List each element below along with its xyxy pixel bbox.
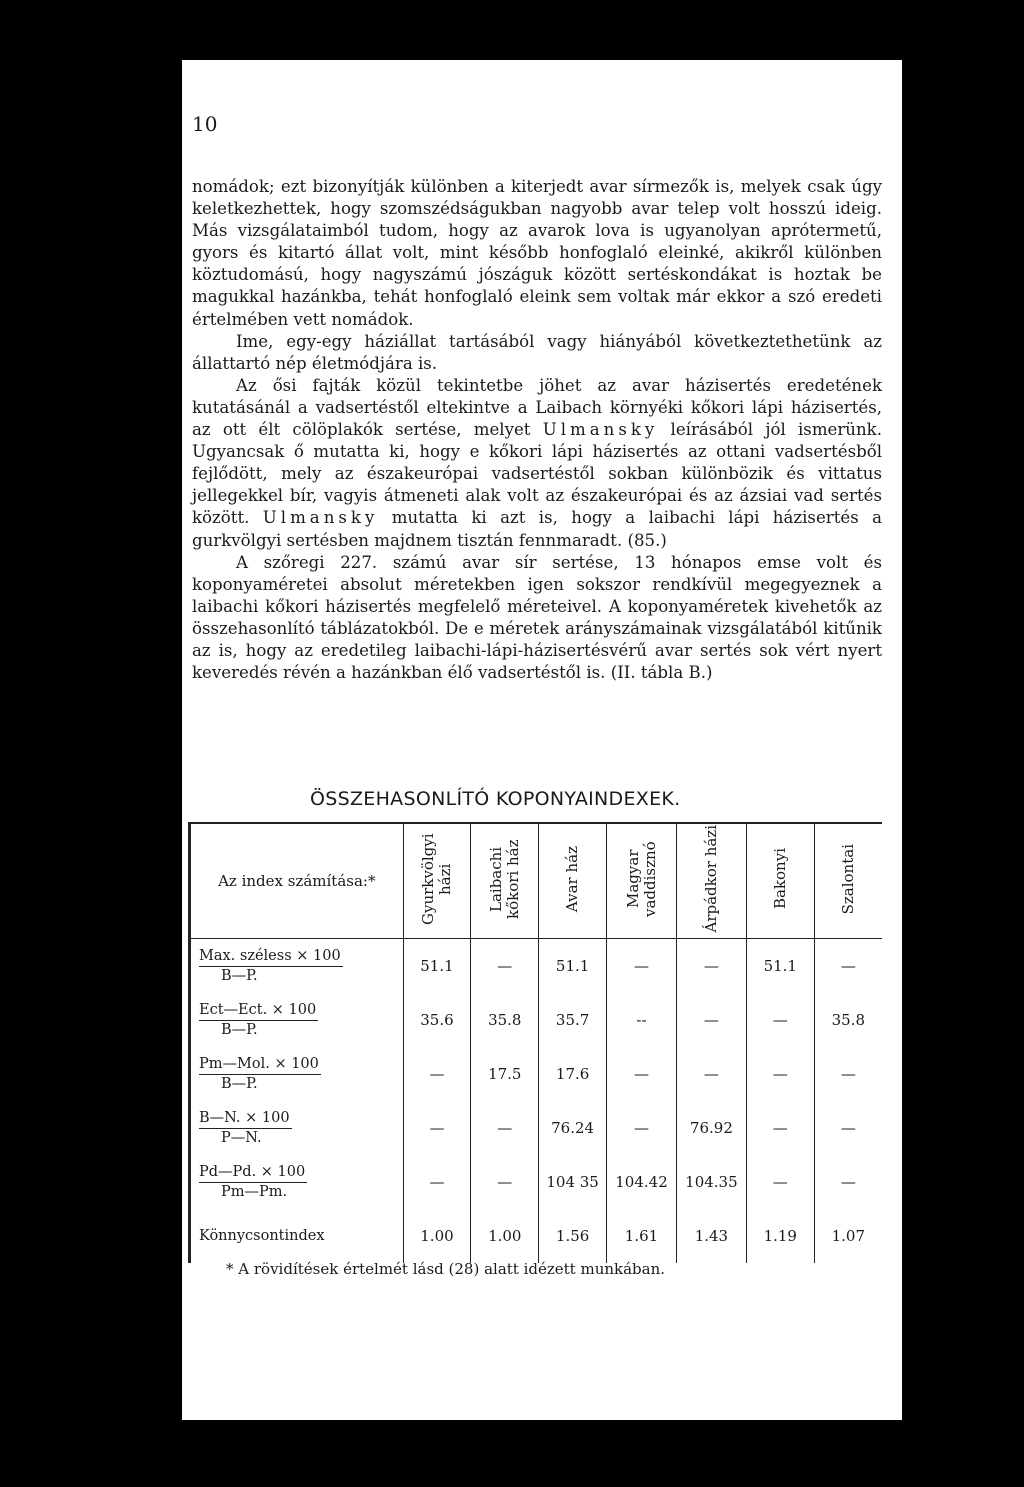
col-header: Szalontai [814, 823, 882, 939]
table-cell: -- [607, 993, 677, 1047]
table-cell: — [403, 1047, 471, 1101]
col-header: Laibachi kőkori ház [471, 823, 539, 939]
index-formula [190, 1209, 404, 1263]
table-row [190, 1155, 883, 1209]
col-header: Árpádkor házi [676, 823, 746, 939]
table-cell: 35.7 [539, 993, 607, 1047]
formula-numerator: B—N. × 100 [199, 1109, 292, 1129]
index-formula [190, 1155, 404, 1209]
body-text [192, 176, 882, 684]
table-row [190, 939, 883, 993]
table-cell: — [471, 1101, 539, 1155]
index-formula [190, 993, 404, 1047]
table-body [190, 939, 883, 1263]
page-number: 10 [192, 112, 218, 136]
table-header-row [190, 823, 883, 939]
formula-numerator: Könnycsontindex [199, 1227, 325, 1244]
index-formula [190, 1101, 404, 1155]
table-cell: — [746, 1047, 814, 1101]
corner-label: Az index számítása:* [190, 823, 404, 939]
table-cell: 51.1 [403, 939, 471, 993]
table-cell: — [746, 1155, 814, 1209]
formula-denominator: Pm—Pm. [221, 1183, 288, 1200]
table-cell: 35.8 [471, 993, 539, 1047]
formula-denominator: B—P. [221, 967, 258, 984]
paragraph-3-part-c: mutatta ki azt is, hogy a laibachi lápi házisertés a gurkvölgyi sertésben majdnem tisztán fennmaradt. (85.) [192, 508, 882, 550]
formula-numerator: Ect—Ect. × 100 [199, 1001, 318, 1021]
table-cell: — [814, 939, 882, 993]
table-cell: 51.1 [539, 939, 607, 993]
col-header: Gyurkvölgyi házi [403, 823, 471, 939]
table-row [190, 1209, 883, 1263]
col-header: Magyar vaddisznó [607, 823, 677, 939]
footnote: * A rövidítések értelmét lásd (28) alatt idézett munkában. [226, 1260, 666, 1278]
table-cell: — [676, 993, 746, 1047]
paragraph-3-part-a: Az ősi fajták közül tekintetbe jöhet az avar házisertés eredetének kutatásánál a vadsertéstől eltekintve a Laibach környéki kőkori lápi házisertés, az ott élt cölöplakók sertése, melyet [192, 375, 882, 440]
table-cell: — [471, 939, 539, 993]
formula-denominator: B—P. [221, 1075, 258, 1092]
table-cell: — [814, 1155, 882, 1209]
formula-denominator: P—N. [221, 1129, 262, 1146]
table-cell: — [814, 1101, 882, 1155]
table-cell: — [746, 993, 814, 1047]
table-cell: — [471, 1155, 539, 1209]
table-cell: 104.35 [676, 1155, 746, 1209]
table-cell: — [607, 1101, 677, 1155]
formula-numerator: Max. széless × 100 [199, 947, 343, 967]
table-cell: 1.00 [471, 1209, 539, 1263]
table-cell: — [676, 1047, 746, 1101]
table-cell: 35.6 [403, 993, 471, 1047]
table-cell: 76.24 [539, 1101, 607, 1155]
table-cell: — [607, 1047, 677, 1101]
author-name: Ulmansky [542, 420, 659, 440]
paragraph-3-part-b: leírásából jól ismerünk. Ugyancsak ő mutatta ki, hogy e kőkori lápi házisertés az ottani vadsertésből fejlődött, mely az északeurópai vadsertéstől sokban különbözik és vittatus jellegekkel bír, vagyis átmeneti alak volt az északeurópai és az ázsiai vad sertés között. [192, 420, 883, 528]
index-formula [190, 1047, 404, 1101]
paragraph-3 [192, 375, 882, 552]
table-cell: 1.43 [676, 1209, 746, 1263]
table-title: ÖSSZEHASONLÍTÓ KOPONYAINDEXEK. [310, 788, 681, 810]
table-cell: 17.6 [539, 1047, 607, 1101]
table-row [190, 1101, 883, 1155]
paragraph-2: Ime, egy-egy háziállat tartásából vagy hiányából következtethetünk az állattartó nép életmódjára is. [192, 331, 882, 373]
table-cell: 1.00 [403, 1209, 471, 1263]
table-row [190, 993, 883, 1047]
paragraph-4: A szőregi 227. számú avar sír sertése, 13 hónapos emse volt és koponyaméretei absolut méretekben igen sokszor rendkívül megegyeznek a laibachi kőkori házisertés megfelelő méreteivel. A koponyaméretek kivehetők az összehasonlító táblázatokból. De e méretek arányszámainak vizsgálatából kitűnik az is, hogy az eredetileg laibachi-lápi-házisertésvérű avar sertés sok vért nyert keveredés révén a hazánkban élő vadsertéstől is. (II. tábla B.) [192, 552, 882, 683]
table-cell: — [676, 939, 746, 993]
table-cell: 104.42 [607, 1155, 677, 1209]
table-cell: 104 35 [539, 1155, 607, 1209]
formula-numerator: Pm—Mol. × 100 [199, 1055, 321, 1075]
table-cell: 1.61 [607, 1209, 677, 1263]
formula-numerator: Pd—Pd. × 100 [199, 1163, 307, 1183]
document-page [182, 60, 902, 1420]
formula-denominator: B—P. [221, 1021, 258, 1038]
table-cell: 1.19 [746, 1209, 814, 1263]
table-cell: — [607, 939, 677, 993]
paragraph-1: nomádok; ezt bizonyítják különben a kiterjedt avar sírmezők is, melyek csak úgy keletkezhettek, hogy szomszédságukban nagyobb avar telep volt hosszú ideig. Más vizsgálataimból tudom, hogy az avarok lova is ugyanolyan aprótermetű, gyors és kitartó állat volt, mint később honfoglaló eleinké, akikről különben köztudomású, hogy nagyszámú jószáguk között sertéskondákat is hoztak be magukkal hazánkba, tehát honfoglaló eleink sem voltak már ekkor a szó eredeti értelmében vett nomádok. [192, 177, 882, 329]
col-header: Bakonyi [746, 823, 814, 939]
table-cell: 51.1 [746, 939, 814, 993]
index-table [188, 822, 882, 1263]
table-cell: — [814, 1047, 882, 1101]
table-cell: 1.56 [539, 1209, 607, 1263]
index-formula [190, 939, 404, 993]
author-name-2: Ulmansky [262, 508, 379, 528]
table-row [190, 1047, 883, 1101]
table-cell: 17.5 [471, 1047, 539, 1101]
col-header: Avar ház [539, 823, 607, 939]
table-cell: — [746, 1101, 814, 1155]
table-cell: — [403, 1101, 471, 1155]
table-cell: — [403, 1155, 471, 1209]
table-cell: 1.07 [814, 1209, 882, 1263]
table-cell: 76.92 [676, 1101, 746, 1155]
table-cell: 35.8 [814, 993, 882, 1047]
